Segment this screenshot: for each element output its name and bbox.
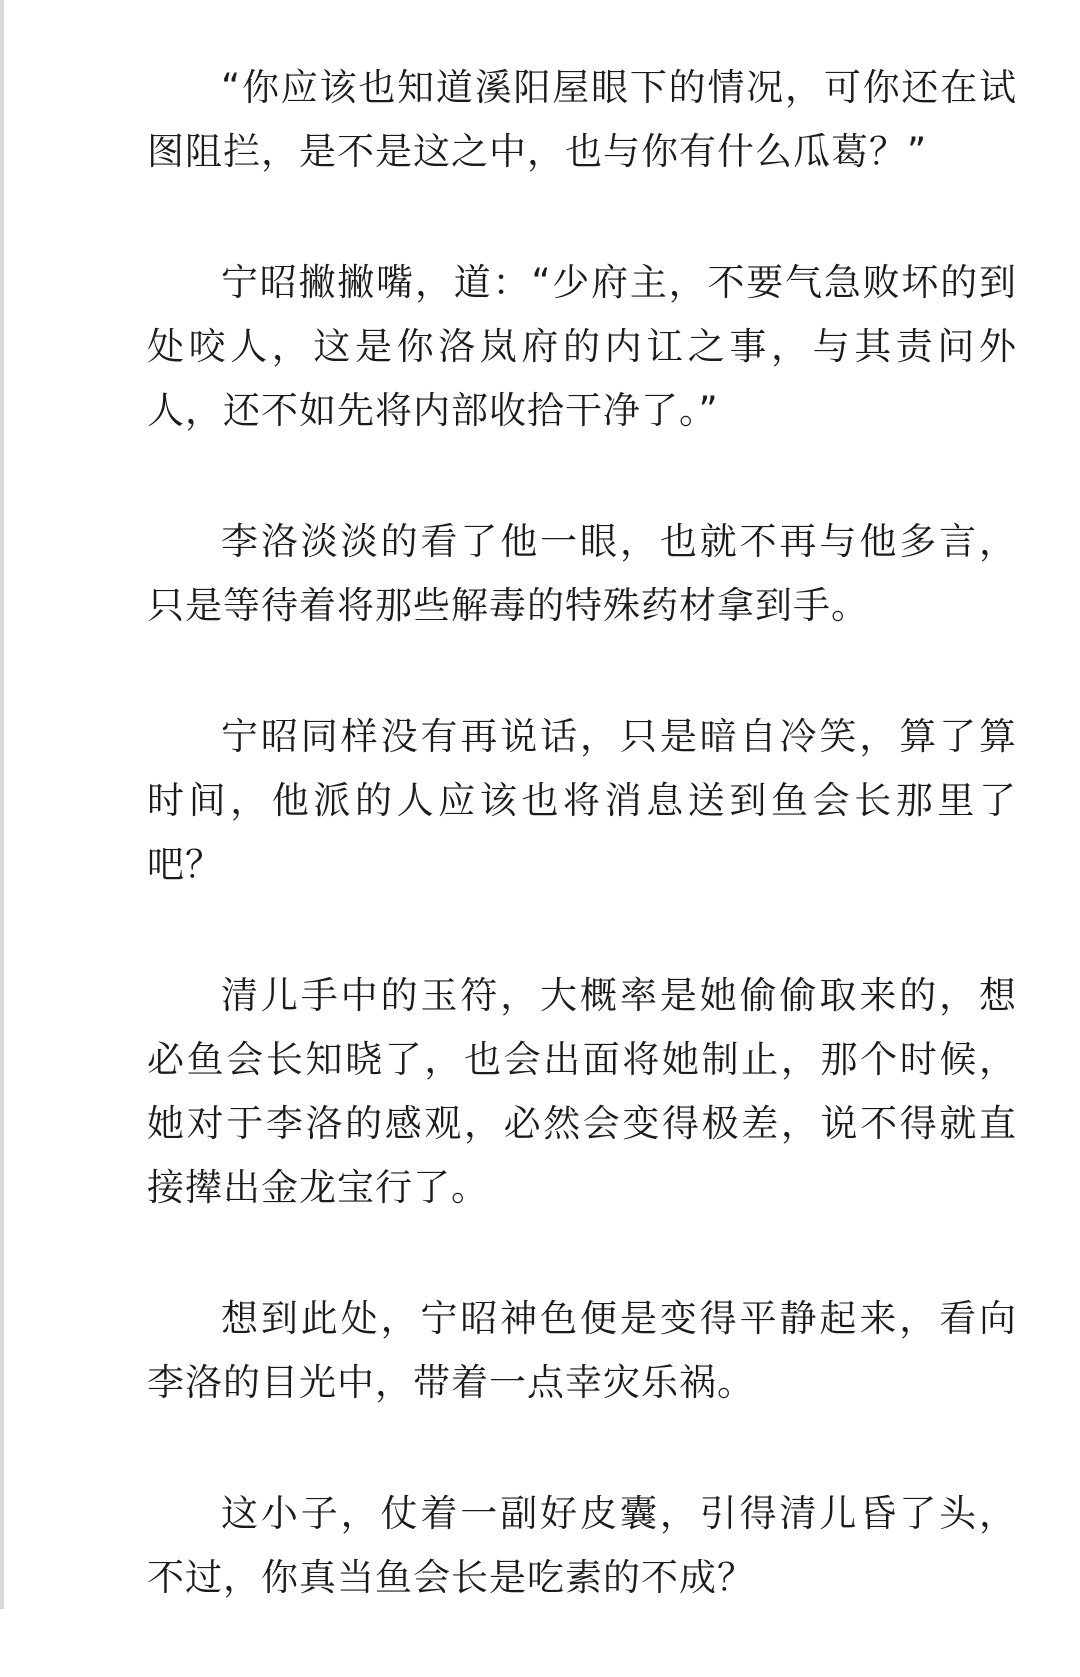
paragraph: 这小子，仗着一副好皮囊，引得清儿昏了头，不过，你真当鱼会长是吃素的不成？ (147, 1492, 1017, 1599)
paragraph: 宁昭撇撇嘴，道：“少府主，不要气急败坏的到处咬人，这是你洛岚府的内讧之事，与其责问外人，还不如先将内部收拾干净了。” (147, 261, 1017, 432)
paragraph: 想到此处，宁昭神色便是变得平静起来，看向李洛的目光中，带着一点幸灾乐祸。 (147, 1297, 1017, 1404)
page-edge-divider (0, 0, 4, 1609)
paragraph: 清儿手中的玉符，大概率是她偷偷取来的，想必鱼会长知晓了，也会出面将她制止，那个时候，她对于李洛的感观，必然会变得极差，说不得就直接撵出金龙宝行了。 (147, 974, 1017, 1209)
paragraph: 宁昭同样没有再说话，只是暗自冷笑，算了算时间，他派的人应该也将消息送到鱼会长那里了吧？ (147, 715, 1017, 886)
paragraph: 李洛淡淡的看了他一眼，也就不再与他多言，只是等待着将那些解毒的特殊药材拿到手。 (147, 520, 1017, 627)
paragraph: “你应该也知道溪阳屋眼下的情况，可你还在试图阻拦，是不是这之中，也与你有什么瓜葛？” (147, 66, 1017, 173)
reading-content (147, 56, 1017, 1677)
